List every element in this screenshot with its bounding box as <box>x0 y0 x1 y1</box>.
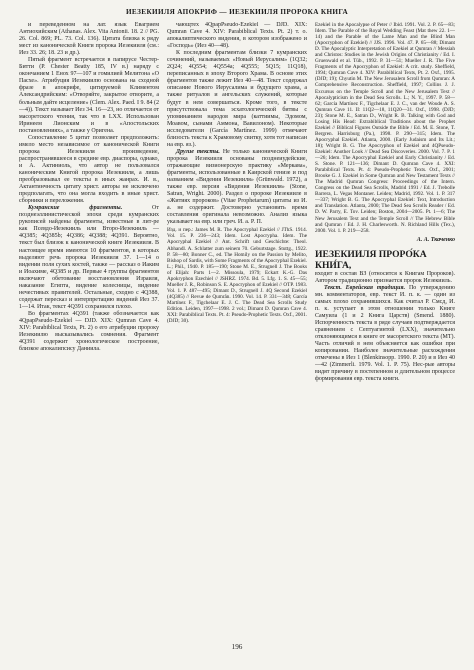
column-3 <box>315 22 455 634</box>
body-paragraph: Во фрагментах 4Q391 (также обозначается как 4QpapPseudo-Ezekiel — DJD. XIX: Qumran Cave 4. XIV: Parabiblical Texts, Pt. 2) о его атрибуции пророку Иезекиилю высказывались сомнения. Фрагмент 4Q391 содержит хронологическое построение, близкое апокалипсису Даниила. <box>19 310 159 353</box>
column-2-bibliography: Изд. и пер.: James M. R. The Apocryphal Ezekiel // JThS. 1914. Vol. 15. P. 236—243; Idem. Lost Apocrypha. Idem. The Apocryphal Ezekiel // Ant. Schrift und Geschichte: Theol. Abhandl. A. Schlatter zum seinem 70. Geburtstage. Stuttg., 1922. P. 58—80; Bonner C., ed. The Homily on the Passion by Melito, Bishop of Sardis, with Some Fragments of the Apocryphal Ezekiel. L.; Phil., 1940. P. 185—190; Stone M. E., Strugnell J. The Books of Elijah: Parts 1—2. Missoula, 1979; Eckart K.-G. Das Apokryphon Ezechiel // JSHRZ. 1974. Bd. 5. Lfg. 1. S. 45—55; Mueller J. R., Robinson S. E. Apocryphon of Ezekiel // OTP. 1983. Vol. 1. P. 487—495; Dimant D., Strugnell J. 4Q Second Ezekiel (4Q385) // Revue de Qumrân. 1990. Vol. 14. P. 331—348; García Martínez F., Tigchelaar E. J. C. The Dead Sea Scrolls Study Edition. Leiden, 1997—1998. 2 vol.; Dimant D. Qumran Cave 4. XXI: Parabiblical Texts. Pt. 4: Pseudo-Prophetic Texts. Oxf., 2001. (DJD; 30). <box>167 227 307 325</box>
body-paragraph: Другие тексты. Не только канонической Книги пророка Иезекииля основаны позднеиудейские, отражающие визионерскую практику «Меркава», фрагменты, использованные в Каирской генизе и под названием «Видения Иезекииля» (Grünwald. 1972), а также евр. версия «Видения Иезекииля» (Stone, Satran, Wright. 2000). Раздел о пророке Иезекииле в «Житиях пророков» (Vitae Prophetarum) цитаты из И. а. не содержит. Достоверно установить время составления оригинала невозможно. Анализ языка указывает на евр. или греч. И. а. Р. П. <box>167 148 307 226</box>
body-paragraph: Пятый фрагмент встречается в папирусе Честер-Битти (P. Chester Beatty 185, IV в.) наряду с окончанием 1 Енох 97—107 и гомилией Мелитона «О Пасхе». Атрибуция Иезекиилю основана на сходной фразе в апокрифе, цитируемой Климентом Александрийским: «Отворяйте, закрытое отворите, а больным дайте исцеление» (Clem. Alex. Paed. I 9. 84 (2—4)). Текст называет Иез 34. 16—23, но отличается от масоретского чтения, так что в LXX. Использован Иринеем Лионским и в «Апостольских постановлениях», а также у Оригена. <box>19 57 159 134</box>
column-2-body <box>167 22 307 226</box>
page-number: 196 <box>231 643 243 651</box>
body-paragraph: К последним фрагментам близки 7 кумранских сочинений, называемых «Новый Иерусалим» (1Q32; 2Q24; 4Q554; 4Q554a; 4Q555; 5Q15; 11Q18), переписанных в эпоху Второго Храма. В основе этих фрагментов также лежит Иез 40—48. Текст содержал описание Нового Иерусалима и будущего храма, а также ритуалов и ангельских служений, которые будут в нем совершаться. Кроме того, в тексте присутствовала тема эсхатологической битвы с упоминанием народов мира (каттиимы, Эдомом, Моавом, сынами Аммона, Вавилоном). Некоторые исследователи (García Martínez. 1999) отмечают близость текста к Храмовому свитку, хотя тот написан на евр. яз.). <box>167 50 307 148</box>
section-subheading: Кумранские фрагменты. <box>28 205 153 212</box>
body-paragraph: и переведенном на лат. язык Евагрием Антиохийским (Athanas. Alex. Vita Antonii. 18. 2 // PG. 26. Col. 869; PL. 73. Col. 136). Цитата близка к ряду мест из канонической Книги пророка Иезекииля (см.: Иез 33. 26; 18. 23 и др.). <box>19 22 159 57</box>
entry-heading: ИЕЗЕКИИЛЯ ПРОРО́КА КНИ́ГА, <box>315 248 427 271</box>
entry-intro: входит в состав ВЗ (относится к Книгам Пророков). Автором традиционно признается пророк Иезекииль. <box>315 270 455 284</box>
column-1 <box>19 22 159 634</box>
running-header: ИЕЗЕКИИЛЯ АПОКРИФ — ИЕЗЕКИИЛЯ ПРОРОКА КНИГА <box>125 8 349 16</box>
body-paragraph: Текст. Еврейская традиция. По утверждению мн. комментаторов, евр. текст И. п. к. — один из самых плохо сохранившихся. Как считал Р. Смсд, И. п. к. уступает в этом отношении только Книге Самуила (1 и 2 Книга Царств) (Smend. 1880). Испорченность текста в ряде случаев подтверждается сравнением с Септуагинтой (LXX), значительно отклоняющимся в книге от масоретского текста (МТ). Часть отличий в нем объясняется как ошибки при копировании. Наиболее значительные расхождения отмечены в Иез 1 (Blenkinsopp. 1990. P. 20) и в Иез 40—42 (Zimmerli. 1979. Vol. 1. P. 75). Нес-рые авторы видят причину в постепенном и длительном процессе формирования евр. текста книги. <box>315 284 455 383</box>
column-3-body <box>315 285 455 384</box>
section-subheading: Текст. Еврейская традиция. <box>324 284 409 291</box>
column-2 <box>167 22 307 634</box>
body-paragraph: Сопоставление 5 цитат позволяет предположить: имело место независимое от канонической Книги пророка Иезекииля произведение, распространявшееся в средине евр. диаспоры, однако, и А. Актиниоль, что автор не пользовался каноническим Книгой пророка Иезекииля, а лишь преобразовывал ее тексты в иных жанрах. И. в., Актантинчность цитату христ. авторы не исключено предполагать, что она могла входить в иные христ. сборники и переложения. <box>19 134 159 205</box>
column-3-bibliography: Ezekiel in the Apocalypse of Peter // Ibid. 1991. Vol. 2. P. 65—83; Idem. The Parable of the Royal Wedding Feast (Mat thew 22. 1—14) and the Parable of the Lame Man and the Blind Man (Apocryphon of Ezekiel) // JJS. 1996. Vol. 47. P. 65—88; Dimant D. The Apocalyptic Interpretation of Ezekiel at Qumran // Messiah and Christos: Studies in the Jewish Origins of Christianity / Ed. I. Gruenwald et al. Tüb., 1992. P. 31—51; Mueller J. R. The Five Fragments of the Apocryphon of Ezekiel: A crit. study. Sheffield, 1994; Qumran Cave 4. XIV: Parabiblical Texts, Pt. 2. Oxf., 1995. (DJD; 19); Chyutin M. The New Jerusalem Scroll from Qumran: A Comprehensive Reconstruction. Sheffield, 1997; Collins J. J. Excursus on the Temple Scroll and the New Jerusalem Text // Apocalypticism in the Dead Sea Scrolls. L.; N. Y., 1997. P. 58—62; García Martínez F., Tigchelaar E. J. C., van der Woude A. S. Qumran Cave 11. II: 11Q2—18, 11Q20—31. Oxf., 1998. (DJD; 23); Stone M. E., Satran D., Wright R. B. Talking with God and Losing His Head: Extrabiblical Traditions about the Prophet Ezekiel // Biblical Figures Outside the Bible / Ed. M. E. Stone, T. Bergren. Harrisburg (Pa.), 1998. P. 290—315; Idem. The Apocryphal Ezekiel. Atlanta, 2000. (Early Judaism and Its Lit.; 18); Wright B. G. The Apocryphon of Ezekiel and 4QPseudo-Ezekiel: Another Look // Dead Sea Discoveries. 2000. Vol. 7. P. 1—26; Idem. The Apocryphal Ezekiel and Early Christianity / Ed. S. Stone. P. 121—136; Dimant D. Qumran Cave 4. XXI: Parabiblical Texts. Pt. 4: Pseudo-Prophetic Texts. Oxf., 2001; Brooke G. J. Ezekiel in Some Qumran and New Testament Texts // The Madrid Qumran Congress: Proceedings of the Intern. Congress on the Dead Sea Scrolls, Madrid 1991 / Ed. J. Trebolle Barrera, L. Vegas Montaner. Leiden; Madrid, 1992. Vol. 1. P. 317—337; Wright B. G. The Apocryphal Ezekiel: Text, Introduction and Translation. Atlanta, 2000; The Dead Sea Scrolls Reader / Ed. D. W. Parry, E. Tov. Leiden; Boston, 2004—2005. Pt. 1—6; The New Jerusalem Text and the Temple Scroll // The Hebrew Bible and Qumran / Ed. J. H. Charlesworth. N. Richland Hills (Tex.), 2000. Vol. 1. P. 219—258. <box>315 22 455 234</box>
body-paragraph: чающтех 4QpapPseudo-Ezekiel — DJD. XIX: Qumran Cave 4. XIV: Parabiblical Texts. Pt. 2) т. о. апокалиптического видения, в котором изображено и «Господь» (Иез 40—48). <box>167 22 307 50</box>
article-author: А. А. Ткаченко <box>416 236 455 243</box>
body-paragraph: Кумранские фрагменты. От позднеэллинистической эпохи среди кумранских рукописей найдены фрагменты, известные в лит-ре как Псевдо-Иезекииль или Второ-Иезекииль — 4Q385; 4Q385b; 4Q386; 4Q388; 4Q391. Вероятно, текст был близок к канонической книге Иезекииля. В настоящее время имеются 10 фрагментов, в которых выделяют речь пророка Иезекииля 37. 1—14 о видении поля сухих костей, также — рассказ о Иаким и Иоахиме, 4Q385 и др. Первые 4 группы фрагментов включают обетование восстановления Израиля, наказание Египта, видение колесницы, видение нечестивых правителей. Остальные, сходно с 4Q388, содержат пересказ и интерпретацию видений Иез 37. 1—14. Итак, текст 4Q391 сохранился плохо. <box>19 205 159 310</box>
section-subheading: Другие тексты. <box>176 148 223 155</box>
